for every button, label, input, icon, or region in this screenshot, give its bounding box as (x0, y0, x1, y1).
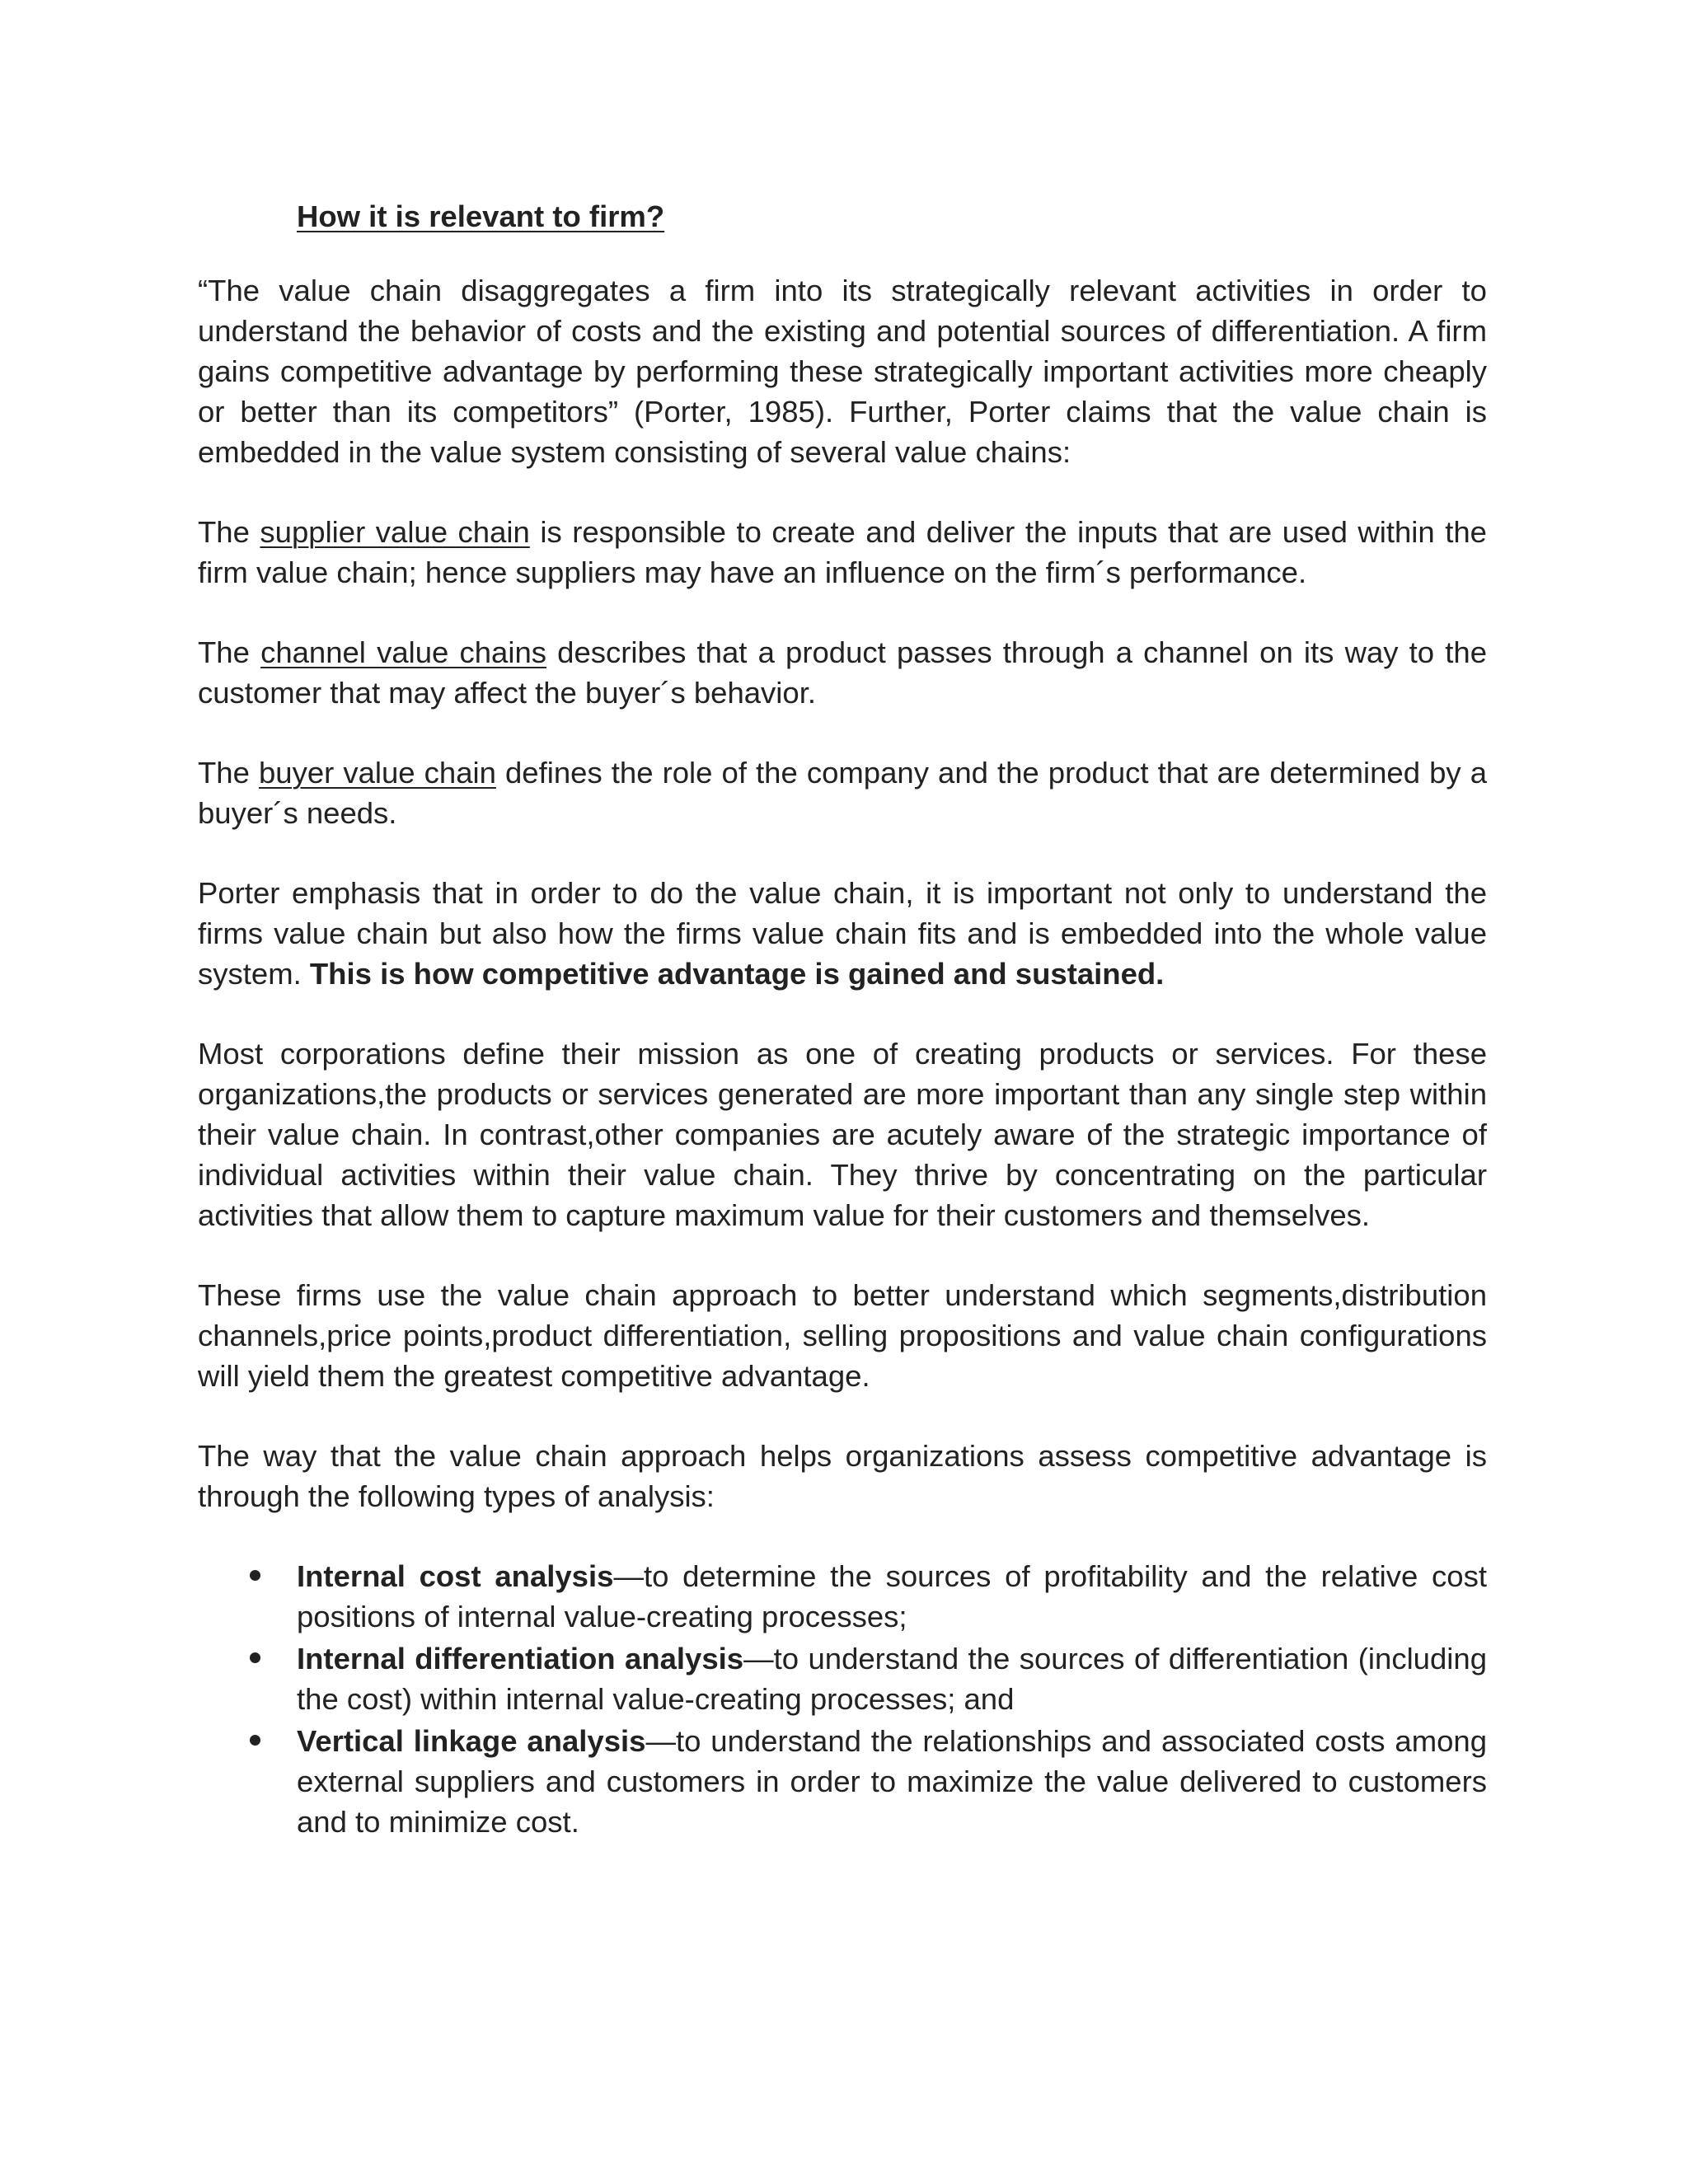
paragraph-supplier-value-chain (198, 512, 1487, 593)
paragraph-value-chain-approach: These firms use the value chain approach to better understand which segments,distribution channels,price points,product differentiation, selling propositions and value chain configurations will yield them the greatest competitive advantage. (198, 1278, 1487, 1393)
paragraph-body: Porter emphasis that in order to do the value chain, it is important not only to understand the firms value chain but also how the firms value chain fits and is embedded into the whole value system. (198, 876, 1487, 991)
paragraph-body: is responsible to create and deliver the inputs that are used within the firm value chain; hence suppliers may have an influence on the firm´s performance. (198, 515, 1487, 589)
term-supplier-value-chain: supplier value chain (260, 515, 530, 549)
bullet-icon (250, 1652, 260, 1663)
paragraph-porter-emphasis (198, 873, 1487, 994)
paragraph-prefix: The (198, 756, 259, 790)
section-heading: How it is relevant to firm? (297, 199, 665, 233)
paragraph-prefix: The (198, 515, 260, 549)
paragraph-corporations-mission: Most corporations define their mission as one of creating products or services. For these organizations,the products or services generated are more important than any single step within their value chain. In contrast,other companies are acutely aware of the strategic importance of individual activities within their value chain. They thrive by concentrating on the particular activities that allow them to capture maximum value for their customers and themselves. (198, 1037, 1487, 1232)
document-page (198, 196, 1487, 1844)
list-item-term: Vertical linkage analysis (297, 1724, 646, 1758)
term-channel-value-chains: channel value chains (260, 635, 547, 669)
list-item-term: Internal differentiation analysis (297, 1642, 744, 1675)
paragraph-porter-quote: “The value chain disaggregates a firm into its strategically relevant activities in order to understand the behavior of costs and the existing and potential sources of differentiation. A firm gains competitive advantage by performing these strategically important activities more cheaply or better than its competitors” (Porter, 1985). Further, Porter claims that the value chain is embedded in the value system consisting of several value chains: (198, 274, 1487, 469)
paragraph-body: describes that a product passes through a channel on its way to the customer that may affect the buyer´s behavior. (198, 635, 1487, 710)
bullet-icon (250, 1570, 260, 1581)
list-item (198, 1638, 1487, 1719)
bullet-icon (250, 1735, 260, 1746)
bold-conclusion: This is how competitive advantage is gained and sustained. (309, 957, 1165, 991)
list-item-text: —to understand the relationships and associated costs among external suppliers and customers in order to maximize the value delivered to customers and to minimize cost. (297, 1724, 1488, 1839)
paragraph-prefix: The (198, 635, 261, 669)
list-item-text: —to determine the sources of profitability and the relative cost positions of internal value-creating processes; (297, 1559, 1487, 1633)
list-item (198, 1556, 1487, 1637)
list-item-text: —to understand the sources of differentiation (including the cost) within internal value-creating processes; and (297, 1642, 1487, 1716)
paragraph-types-of-analysis-intro: The way that the value chain approach helps organizations assess competitive advantage is through the following types of analysis: (198, 1439, 1487, 1513)
paragraph-body: defines the role of the company and the product that are determined by a buyer´s needs. (198, 756, 1487, 830)
paragraph-buyer-value-chain (198, 752, 1487, 833)
list-item-term: Internal cost analysis (297, 1559, 614, 1593)
analysis-types-list (198, 1556, 1487, 1842)
paragraph-channel-value-chains (198, 632, 1487, 713)
term-buyer-value-chain: buyer value chain (258, 756, 496, 790)
list-item (198, 1721, 1487, 1842)
